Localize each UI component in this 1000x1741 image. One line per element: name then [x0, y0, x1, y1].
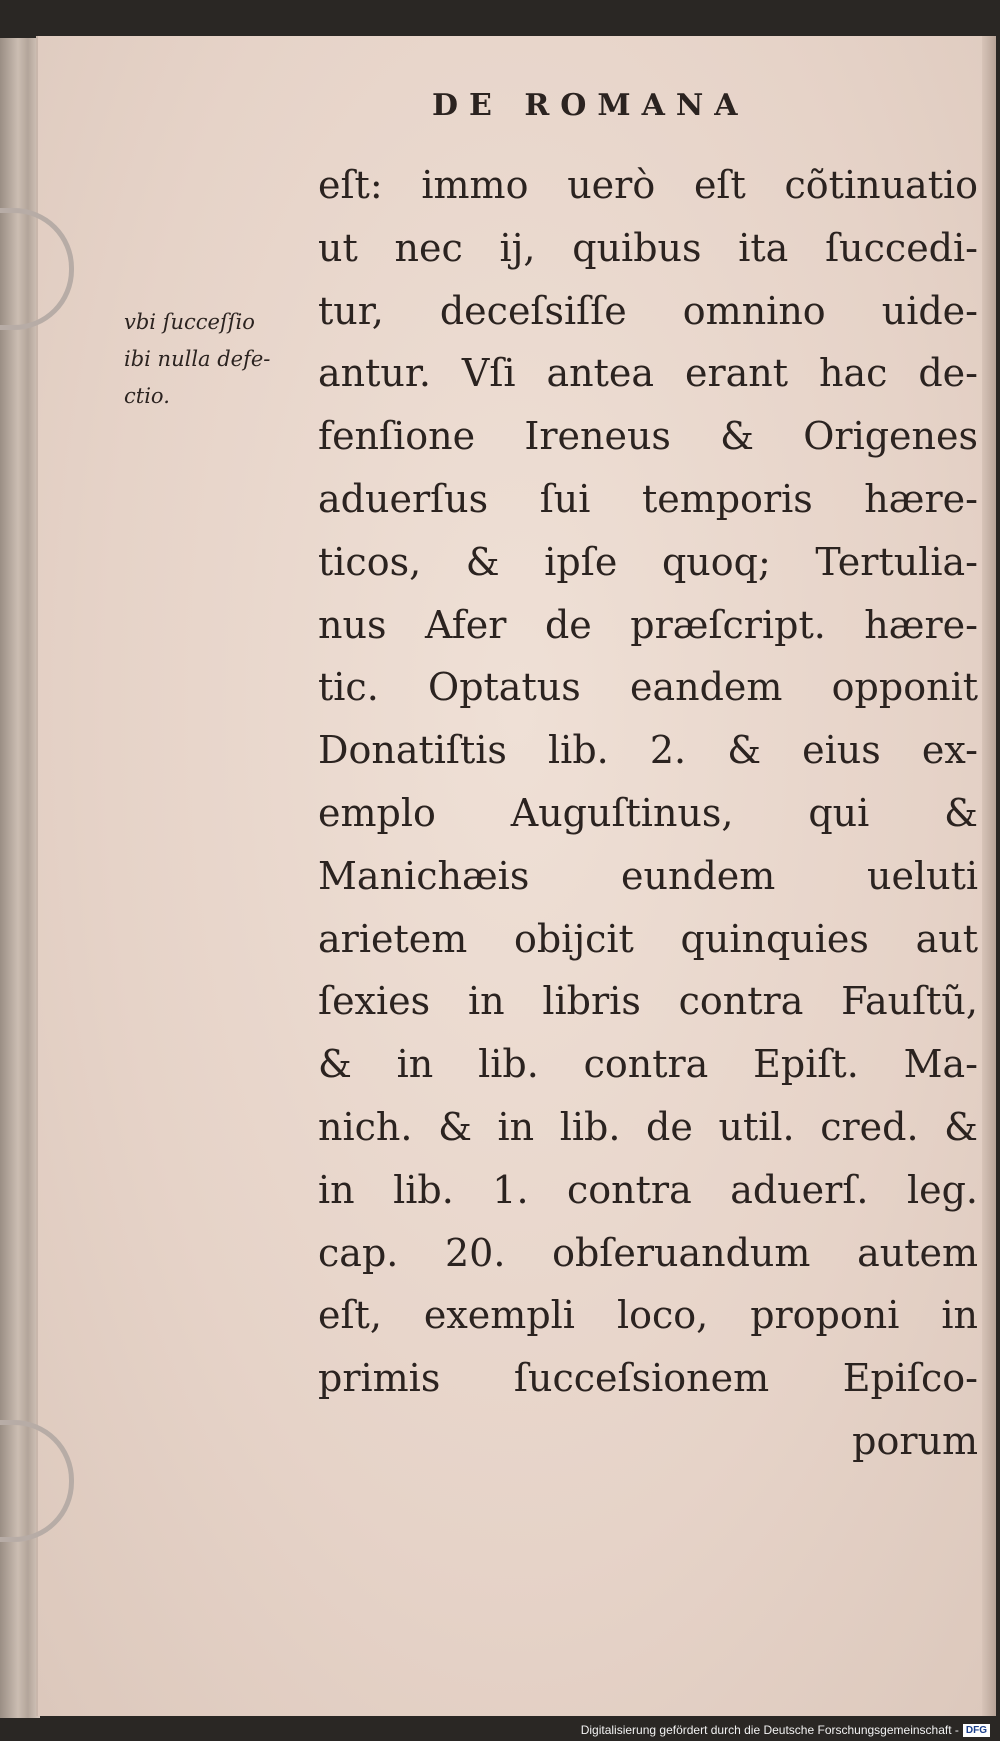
page-right-edge [982, 36, 996, 1716]
text-line: tur, deceſsiſſe omnino uide- [318, 288, 978, 333]
text-line: arietem obijcit quinquies aut [318, 916, 978, 961]
text-line: cap. 20. obſeruandum autem [318, 1230, 978, 1275]
credit-text: Digitalisierung gefördert durch die Deutsche Forschungsgemeinschaft - [580, 1723, 959, 1737]
margin-note-line: ibi nulla defe- [124, 347, 271, 371]
catchword-line: porum [852, 1418, 978, 1463]
running-head: DE ROMANA [432, 88, 749, 123]
text-line: emplo Auguſtinus, qui & [318, 790, 978, 835]
margin-note [124, 304, 308, 415]
dfg-logo: DFG [963, 1724, 990, 1737]
text-line: aduerſus ſui temporis hære- [318, 476, 978, 521]
text-line: tic. Optatus eandem opponit [318, 665, 978, 710]
text-line: in lib. 1. contra aduerſ. leg. [318, 1167, 978, 1212]
text-line: Donatiſtis lib. 2. & eius ex- [318, 728, 978, 773]
digitization-credit [581, 1723, 990, 1737]
margin-note-line: vbi ſucceſſio [124, 310, 255, 334]
text-line: Manichæis eundem ueluti [318, 853, 978, 898]
text-line: antur. Vſi antea erant hac de- [318, 351, 978, 396]
text-line: ſexies in libris contra Fauſtũ, [318, 979, 978, 1024]
text-line: & in lib. contra Epiſt. Ma- [318, 1042, 978, 1087]
main-text-block [318, 154, 978, 1473]
text-line: primis ſucceſsionem Epiſco- [318, 1356, 978, 1401]
text-line: nich. & in lib. de util. cred. & [318, 1104, 978, 1149]
text-line: eſt, exempli loco, proponi in [318, 1293, 978, 1338]
text-line: ut nec ij, quibus ita ſuccedi- [318, 225, 978, 270]
margin-note-line: ctio. [124, 384, 170, 408]
text-line: ticos, & ipſe quoq; Tertulia- [318, 539, 978, 584]
text-line: nus Afer de præſcript. hære- [318, 602, 978, 647]
text-line: fenſione Ireneus & Origenes [318, 414, 978, 459]
text-line: eſt: immo uerò eſt cõtinuatio [318, 163, 978, 207]
